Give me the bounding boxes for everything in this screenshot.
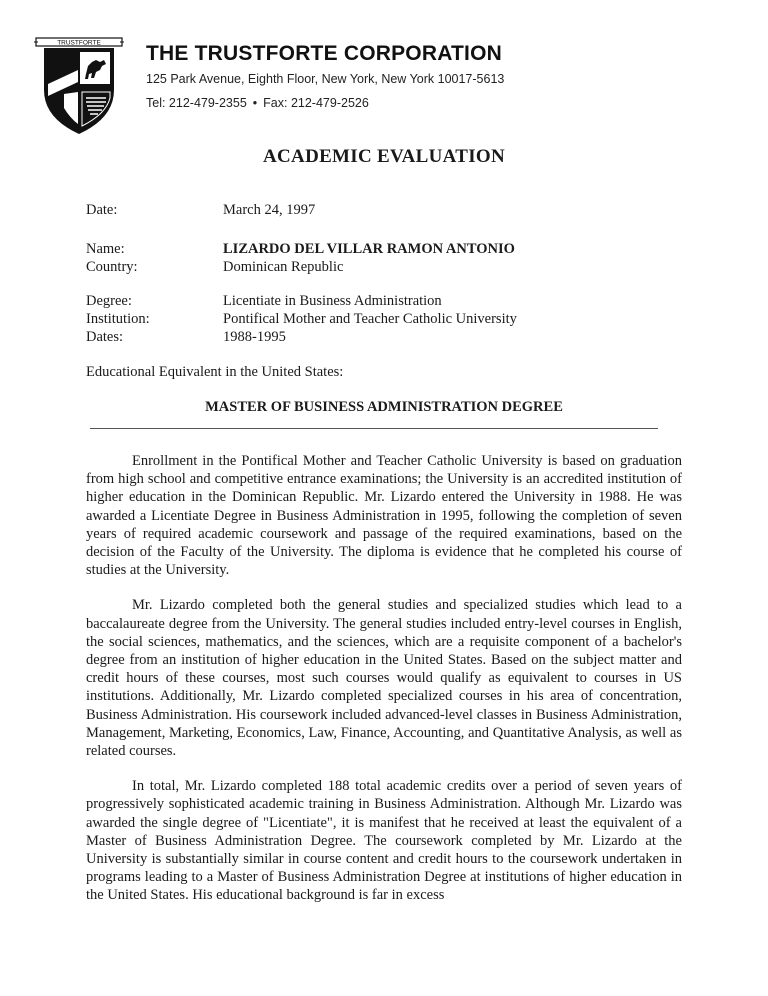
educational-equivalent-label: Educational Equivalent in the United States: <box>86 364 344 380</box>
section-divider <box>90 428 658 429</box>
degree-label: Degree: <box>86 293 132 309</box>
body-paragraph: Enrollment in the Pontifical Mother and Teacher Catholic University is based on graduation from high school and competitive entrance examinations; the University is an accredited institution of higher education in the Dominican Republic. Mr. Lizardo entered the University in 1988. He was awarded a Licentiate Degree in Business Administration in 1995, following the completion of seven years of required academic coursework and passage of the required examinations, based on the decision of the Faculty of the University. The diploma is evidence that he completed his course of studies at the University. <box>86 453 682 579</box>
body-paragraph: In total, Mr. Lizardo completed 188 total academic credits over a period of seven years of progressively sophisticated academic training in Business Administration. Although Mr. Lizardo was awarded the single degree of "Licentiate", it is manifest that he received at least the equivalent of a Master of Business Administration Degree. The coursework completed by Mr. Lizardo at the University is substantially similar in course content and credit hours to the coursework undertaken in programs leading to a Master of Business Administration Degree at institutions of higher education in the United States. His educational background is far in excess <box>86 778 682 904</box>
dates-value: 1988-1995 <box>223 329 286 345</box>
evaluation-body <box>86 452 682 922</box>
date-value: March 24, 1997 <box>223 202 316 218</box>
company-contact-line <box>146 96 369 110</box>
date-label: Date: <box>86 202 118 218</box>
name-value: LIZARDO DEL VILLAR RAMON ANTONIO <box>223 241 515 257</box>
dates-label: Dates: <box>86 329 124 345</box>
trustforte-shield-logo <box>34 36 124 136</box>
country-label: Country: <box>86 259 138 275</box>
equivalent-degree: MASTER OF BUSINESS ADMINISTRATION DEGREE <box>205 399 563 415</box>
company-telephone: Tel: 212-479-2355 <box>146 96 247 110</box>
document-title: ACADEMIC EVALUATION <box>263 146 505 167</box>
degree-value: Licentiate in Business Administration <box>223 293 442 309</box>
contact-separator: • <box>252 96 258 110</box>
body-paragraph: Mr. Lizardo completed both the general studies and specialized studies which lead to a baccalaureate degree from the University. The general studies included entry-level courses in English, the social sciences, mathematics, and the sciences, which are a requisite component of a bachelor's degree from an institution of higher education in the United States. Based on the subject matter and credit hours of these courses, most such courses would qualify as equivalent to courses in US institutions. Additionally, Mr. Lizardo completed specialized courses in his area of concentration, Business Administration. His coursework included advanced-level classes in Business Administration, Management, Marketing, Economics, Law, Finance, Accounting, and Quantitative Analysis, as well as related courses. <box>86 597 682 760</box>
company-name: THE TRUSTFORTE CORPORATION <box>146 42 502 65</box>
institution-label: Institution: <box>86 311 150 327</box>
institution-value: Pontifical Mother and Teacher Catholic University <box>223 311 517 327</box>
name-label: Name: <box>86 241 125 257</box>
company-fax: Fax: 212-479-2526 <box>263 96 369 110</box>
logo-banner-text: TRUSTFORTE <box>57 39 101 47</box>
country-value: Dominican Republic <box>223 259 344 275</box>
company-address: 125 Park Avenue, Eighth Floor, New York, New York 10017-5613 <box>146 72 505 86</box>
